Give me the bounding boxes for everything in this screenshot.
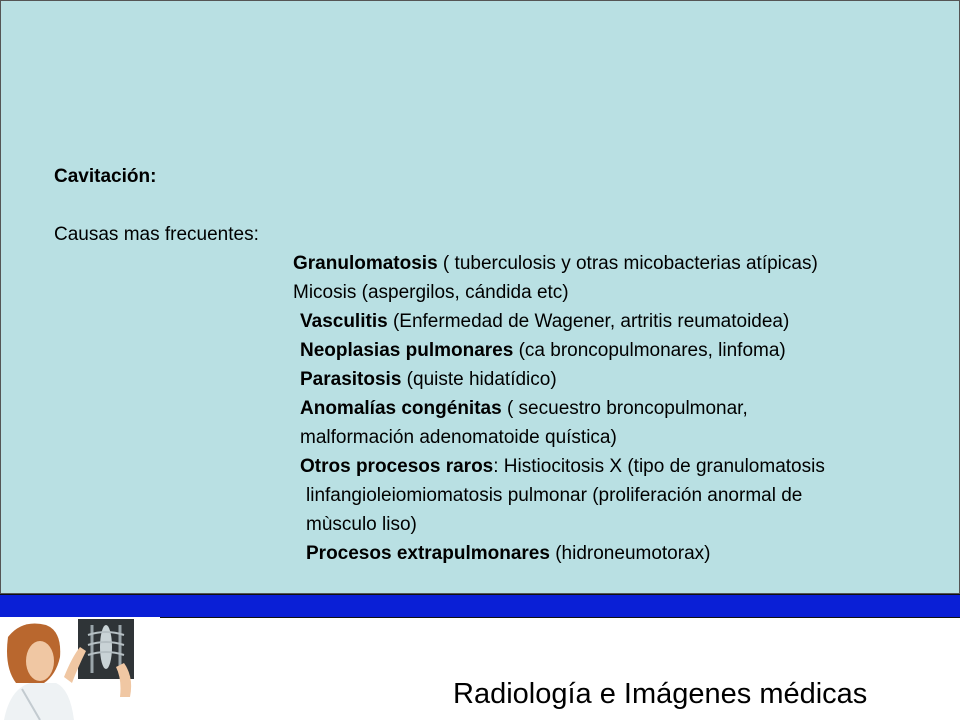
footer-title: Radiología e Imágenes médicas — [453, 678, 868, 710]
doctor-xray-image — [0, 617, 160, 720]
list-item: Anomalías congénitas ( secuestro broncopulmonar, — [300, 398, 748, 419]
slide-subheading: Causas mas frecuentes: — [54, 224, 259, 245]
list-item: Granulomatosis ( tuberculosis y otras micobacterias atípicas) — [293, 253, 818, 274]
list-item: Procesos extrapulmonares (hidroneumotorax) — [306, 543, 711, 564]
list-item: Otros procesos raros: Histiocitosis X (tipo de granulomatosis — [300, 456, 825, 477]
list-item: Parasitosis (quiste hidatídico) — [300, 369, 557, 390]
list-item: mùsculo liso) — [306, 514, 417, 535]
slide-heading: Cavitación: — [54, 166, 157, 187]
list-item: linfangioleiomiomatosis pulmonar (proliferación anormal de — [306, 485, 803, 506]
list-item: Micosis (aspergilos, cándida etc) — [293, 282, 569, 303]
list-item: malformación adenomatoide quística) — [300, 427, 617, 448]
list-item: Neoplasias pulmonares (ca broncopulmonares, linfoma) — [300, 340, 786, 361]
footer-blue-band — [0, 594, 960, 618]
list-item: Vasculitis (Enfermedad de Wagener, artritis reumatoidea) — [300, 311, 790, 332]
